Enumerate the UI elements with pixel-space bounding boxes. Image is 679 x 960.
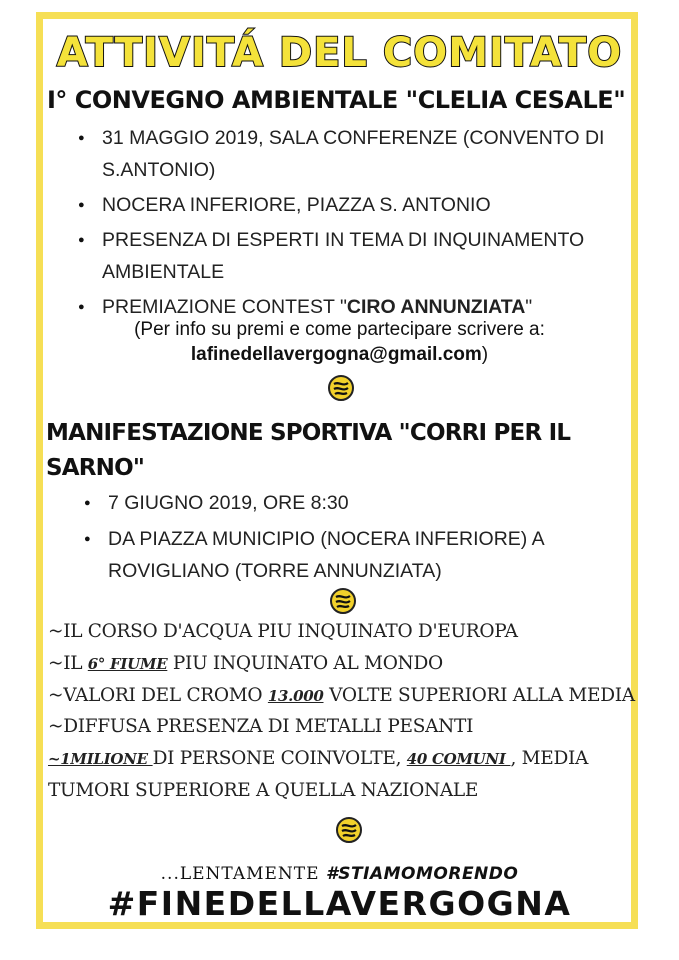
- list-item-text: PRESENZA DI ESPERTI IN TEMA DI INQUINAMENTO: [102, 229, 585, 251]
- hashtag-finedellavergogna: #FINEDELLAVERGOGNA: [107, 884, 572, 923]
- list-item-text: DA PIAZZA MUNICIPIO (NOCERA INFERIORE) A: [108, 528, 545, 550]
- contest-prefix: PREMIAZIONE CONTEST ": [102, 296, 347, 318]
- fact-line-3: [48, 685, 635, 706]
- contest-name: CIRO ANNUNZIATA: [346, 296, 526, 318]
- list-item-text: ROVIGLIANO (TORRE ANNUNZIATA): [108, 560, 442, 582]
- list-item: [78, 122, 638, 186]
- fact-line-1: ~IL CORSO D'ACQUA PIU INQUINATO D'EUROPA: [48, 621, 518, 642]
- event2-bullet-list: [84, 487, 639, 587]
- fact-text: PIU INQUINATO AL MONDO: [167, 653, 443, 674]
- email-suffix: ): [481, 344, 489, 365]
- list-item: [78, 224, 638, 288]
- fact-line-4: ~DIFFUSA PRESENZA DI METALLI PESANTI: [48, 716, 474, 737]
- committee-logo-icon: [330, 588, 356, 614]
- email-line: [0, 344, 679, 366]
- fact-text: ~VALORI DEL CROMO: [48, 685, 268, 706]
- list-item: [84, 523, 639, 587]
- email-link[interactable]: lafinedellavergogna@gmail.com: [190, 344, 482, 365]
- fact-highlight: 40 COMUNI: [406, 750, 511, 768]
- hashtag-stiamomorendo: #STIAMOMORENDO: [325, 864, 519, 884]
- contest-suffix: ": [525, 296, 533, 318]
- slogan-line: [0, 864, 679, 884]
- fact-line-6: TUMORI SUPERIORE A QUELLA NAZIONALE: [48, 780, 479, 801]
- list-item-text: S.ANTONIO): [102, 159, 216, 181]
- fact-text: VOLTE SUPERIORI ALLA MEDIA: [323, 685, 635, 706]
- list-item: [78, 189, 638, 221]
- list-item-text: 31 MAGGIO 2019, SALA CONFERENZE (CONVENTO DI: [102, 127, 605, 149]
- event1-bullet-list: [78, 122, 638, 323]
- event2-heading-line2: SARNO": [46, 455, 145, 481]
- committee-logo-icon: [336, 817, 362, 843]
- event1-heading: I° CONVEGNO AMBIENTALE "CLELIA CESALE": [47, 86, 626, 114]
- page-title: ATTIVITÁ DEL COMITATO: [56, 30, 623, 76]
- fact-text: , MEDIA: [510, 748, 589, 769]
- list-item: [84, 487, 639, 519]
- fact-text: ~IL: [48, 653, 88, 674]
- fact-highlight: 13.000: [267, 687, 324, 705]
- fact-line-2: [48, 653, 443, 674]
- slogan-text: ...LENTAMENTE: [160, 864, 326, 884]
- list-item-text: AMBIENTALE: [102, 261, 225, 283]
- fact-highlight: 6° FIUME: [87, 655, 168, 673]
- fact-text: DI PERSONE COINVOLTE,: [152, 748, 407, 769]
- event2-heading-line1: MANIFESTAZIONE SPORTIVA "CORRI PER IL: [46, 420, 571, 446]
- list-item-text: 7 GIUGNO 2019, ORE 8:30: [108, 492, 349, 514]
- committee-logo-icon: [328, 375, 354, 401]
- info-line: (Per info su premi e come partecipare scrivere a:: [134, 319, 545, 340]
- list-item-text: NOCERA INFERIORE, PIAZZA S. ANTONIO: [102, 194, 491, 216]
- fact-highlight: ~1MILIONE: [48, 750, 153, 768]
- fact-line-5: [48, 748, 588, 769]
